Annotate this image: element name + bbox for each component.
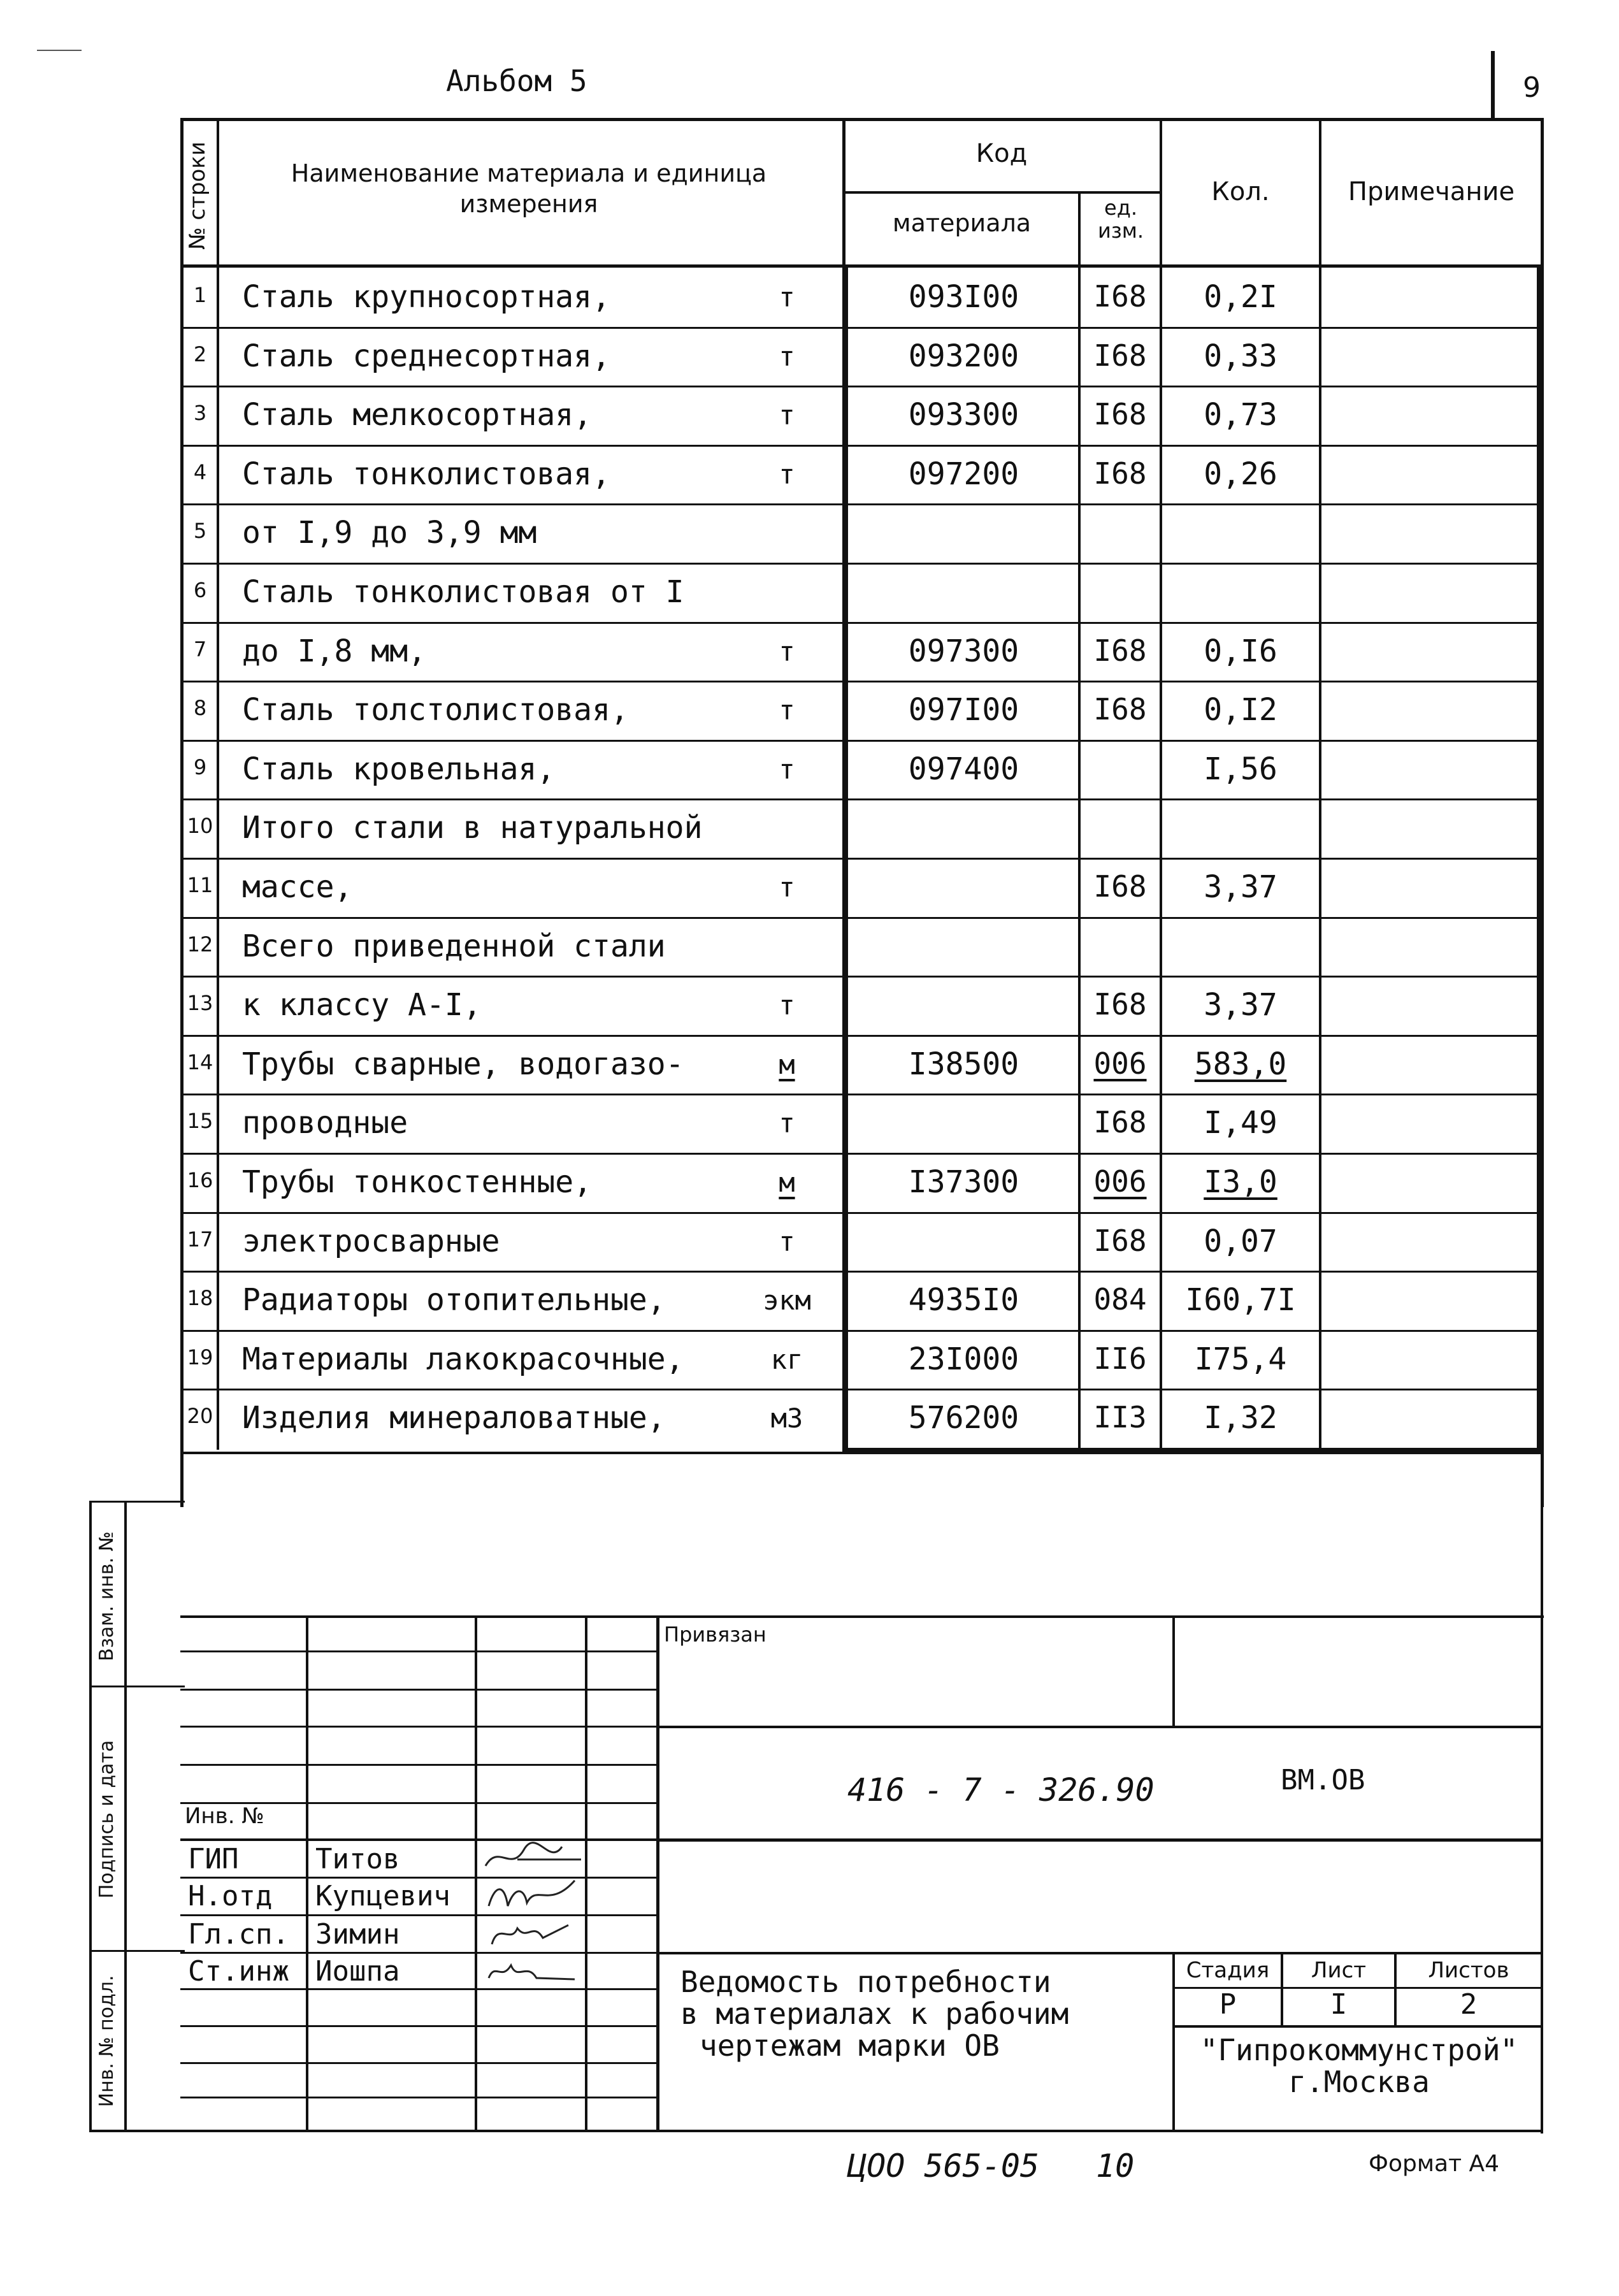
unit: м bbox=[779, 1167, 795, 1198]
unit-code: 084 bbox=[1093, 1282, 1147, 1317]
material-code: 576200 bbox=[908, 1400, 1019, 1436]
material-name: Итого стали в натуральной bbox=[242, 810, 703, 846]
quantity: 0,2I bbox=[1204, 279, 1277, 315]
format-label: Формат А4 bbox=[1369, 2151, 1500, 2177]
row-number: 7 bbox=[193, 637, 207, 661]
doc-code: 416 - 7 - 326.90 bbox=[847, 1772, 1155, 1809]
row-number: 6 bbox=[193, 578, 207, 602]
row-number: 1 bbox=[193, 283, 207, 307]
role: Гл.сп. bbox=[188, 1918, 289, 1951]
stage-label: Стадия bbox=[1186, 1958, 1270, 1983]
unit-code: II6 bbox=[1093, 1341, 1147, 1376]
quantity: 583,0 bbox=[1194, 1046, 1287, 1082]
signature-scribble bbox=[479, 1877, 587, 1913]
row-number: 10 bbox=[187, 814, 213, 838]
signature-scribble bbox=[479, 1840, 587, 1876]
quantity: 3,37 bbox=[1204, 987, 1277, 1023]
unit: т bbox=[779, 282, 795, 313]
handwritten-code: ЦОО 565-05 bbox=[847, 2148, 1040, 2184]
organization: "Гипрокоммунстрой" г.Москва bbox=[1200, 2033, 1518, 2099]
header-code-material: материала bbox=[892, 209, 1032, 237]
row-number: 20 bbox=[187, 1404, 213, 1428]
row-number: 15 bbox=[187, 1109, 213, 1133]
material-code: 097400 bbox=[908, 751, 1019, 787]
album-label: Альбом 5 bbox=[446, 64, 587, 98]
signature-scribble bbox=[479, 1953, 587, 1988]
quantity: 0,73 bbox=[1204, 397, 1277, 433]
material-name: электросварные bbox=[242, 1224, 500, 1259]
material-code: 097300 bbox=[908, 633, 1019, 669]
unit: экм bbox=[763, 1285, 811, 1316]
person-name: Иошпа bbox=[315, 1955, 400, 1988]
unit-code: I68 bbox=[1093, 279, 1147, 314]
unit: т bbox=[779, 872, 795, 903]
quantity: I75,4 bbox=[1194, 1341, 1287, 1377]
material-name: Сталь тонколистовая, bbox=[242, 456, 610, 492]
row-number: 18 bbox=[187, 1286, 213, 1310]
material-name: Изделия минераловатные, bbox=[242, 1400, 666, 1436]
row-number: 11 bbox=[187, 873, 213, 897]
material-name: проводные bbox=[242, 1105, 408, 1141]
row-number: 3 bbox=[193, 401, 207, 425]
unit-code: I68 bbox=[1093, 338, 1147, 373]
sheets-label: Листов bbox=[1428, 1958, 1509, 1983]
row-number: 19 bbox=[187, 1345, 213, 1369]
quantity: I,56 bbox=[1204, 751, 1277, 787]
material-name: Сталь толстолистовая, bbox=[242, 692, 629, 728]
sheets-value: 2 bbox=[1460, 1988, 1478, 2021]
header-qty: Кол. bbox=[1211, 177, 1270, 206]
material-code: 097200 bbox=[908, 456, 1019, 492]
row-number: 12 bbox=[187, 932, 213, 957]
unit-code: I68 bbox=[1093, 1105, 1147, 1139]
unit: м3 bbox=[770, 1403, 803, 1434]
row-number: 9 bbox=[193, 755, 207, 779]
material-name: массе, bbox=[242, 869, 353, 905]
row-number: 8 bbox=[193, 696, 207, 720]
privyazan-label: Привязан bbox=[664, 1622, 766, 1647]
unit-code: II3 bbox=[1093, 1400, 1147, 1434]
material-code: 097I00 bbox=[908, 692, 1019, 728]
material-name: Сталь мелкосортная, bbox=[242, 397, 593, 433]
row-number: 17 bbox=[187, 1227, 213, 1252]
unit-code: I68 bbox=[1093, 987, 1147, 1022]
unit-code: I68 bbox=[1093, 633, 1147, 668]
unit-code: I68 bbox=[1093, 456, 1147, 491]
unit: т bbox=[779, 1108, 795, 1139]
person-name: Купцевич bbox=[315, 1880, 450, 1912]
label-vzam: Взам. инв. № bbox=[96, 1531, 118, 1661]
unit: т bbox=[779, 341, 795, 372]
unit-code: I68 bbox=[1093, 397, 1147, 431]
header-code-unit: ед. изм. bbox=[1097, 196, 1144, 243]
material-name: от I,9 до 3,9 мм bbox=[242, 515, 537, 551]
quantity: 0,I6 bbox=[1204, 633, 1277, 669]
material-code: 4935I0 bbox=[908, 1282, 1019, 1318]
sheet-value: I bbox=[1330, 1988, 1348, 2021]
quantity: I,49 bbox=[1204, 1105, 1277, 1141]
material-name: Сталь кровельная, bbox=[242, 751, 556, 787]
header-note: Примечание bbox=[1348, 177, 1515, 206]
row-number: 2 bbox=[193, 342, 207, 366]
unit: кг bbox=[770, 1344, 803, 1375]
label-podpis: Подпись и дата bbox=[96, 1740, 118, 1899]
quantity: 0,33 bbox=[1204, 338, 1277, 374]
page-number: 9 bbox=[1523, 71, 1541, 104]
row-number: 16 bbox=[187, 1168, 213, 1192]
quantity: I60,7I bbox=[1185, 1282, 1296, 1318]
quantity: 0,I2 bbox=[1204, 692, 1277, 728]
person-name: Зимин bbox=[315, 1918, 400, 1951]
material-code: I38500 bbox=[908, 1046, 1019, 1082]
header-row-no: № строки bbox=[185, 141, 210, 250]
row-number: 13 bbox=[187, 991, 213, 1015]
unit-code: 006 bbox=[1093, 1164, 1147, 1199]
role: ГИП bbox=[188, 1843, 239, 1875]
label-inv-podl: Инв. № подл. bbox=[96, 1975, 118, 2107]
quantity: 0,26 bbox=[1204, 456, 1277, 492]
handwritten-number: 10 bbox=[1096, 2148, 1135, 2184]
quantity: 0,07 bbox=[1204, 1224, 1277, 1259]
quantity: I,32 bbox=[1204, 1400, 1277, 1436]
row-number: 4 bbox=[193, 460, 207, 484]
sheet-label: Лист bbox=[1311, 1958, 1367, 1983]
unit-code: I68 bbox=[1093, 869, 1147, 904]
doc-mark: ВМ.ОВ bbox=[1281, 1764, 1365, 1796]
role: Н.отд bbox=[188, 1880, 273, 1912]
unit: т bbox=[779, 754, 795, 785]
material-name: Радиаторы отопительные, bbox=[242, 1282, 666, 1318]
material-name: Трубы сварные, водогазо- bbox=[242, 1046, 684, 1082]
quantity: 3,37 bbox=[1204, 869, 1277, 905]
signature-scribble bbox=[479, 1916, 587, 1951]
material-code: 093300 bbox=[908, 397, 1019, 433]
unit: т bbox=[779, 636, 795, 667]
material-name: до I,8 мм, bbox=[242, 633, 426, 669]
stage-value: Р bbox=[1219, 1988, 1237, 2021]
quantity: I3,0 bbox=[1204, 1164, 1277, 1200]
unit: т bbox=[779, 990, 795, 1021]
inv-no-label: Инв. № bbox=[185, 1803, 264, 1829]
person-name: Титов bbox=[315, 1843, 400, 1875]
material-name: Материалы лакокрасочные, bbox=[242, 1341, 684, 1377]
unit: т bbox=[779, 1226, 795, 1257]
material-name: Сталь среднесортная, bbox=[242, 338, 610, 374]
material-name: Сталь крупносортная, bbox=[242, 279, 610, 315]
material-name: Сталь тонколистовая от I bbox=[242, 574, 684, 610]
material-code: 093I00 bbox=[908, 279, 1019, 315]
material-code: 093200 bbox=[908, 338, 1019, 374]
unit: т bbox=[779, 459, 795, 490]
unit: м bbox=[779, 1049, 795, 1080]
material-name: Трубы тонкостенные, bbox=[242, 1164, 593, 1200]
doc-title: Ведомость потребности в материалах к рабочим чертежам марки ОВ bbox=[680, 1965, 1069, 2063]
material-code: I37300 bbox=[908, 1164, 1019, 1200]
role: Ст.инж bbox=[188, 1955, 289, 1988]
unit-code: I68 bbox=[1093, 1224, 1147, 1258]
material-code: 23I000 bbox=[908, 1341, 1019, 1377]
row-number: 14 bbox=[187, 1050, 213, 1074]
unit-code: 006 bbox=[1093, 1046, 1147, 1081]
material-name: к классу А-I, bbox=[242, 987, 482, 1023]
row-number: 5 bbox=[193, 519, 207, 543]
material-name: Всего приведенной стали bbox=[242, 928, 666, 964]
unit: т bbox=[779, 695, 795, 726]
header-code: Код bbox=[975, 139, 1028, 168]
unit-code: I68 bbox=[1093, 692, 1147, 726]
unit: т bbox=[779, 400, 795, 431]
header-name: Наименование материала и единица измерения bbox=[291, 159, 767, 218]
